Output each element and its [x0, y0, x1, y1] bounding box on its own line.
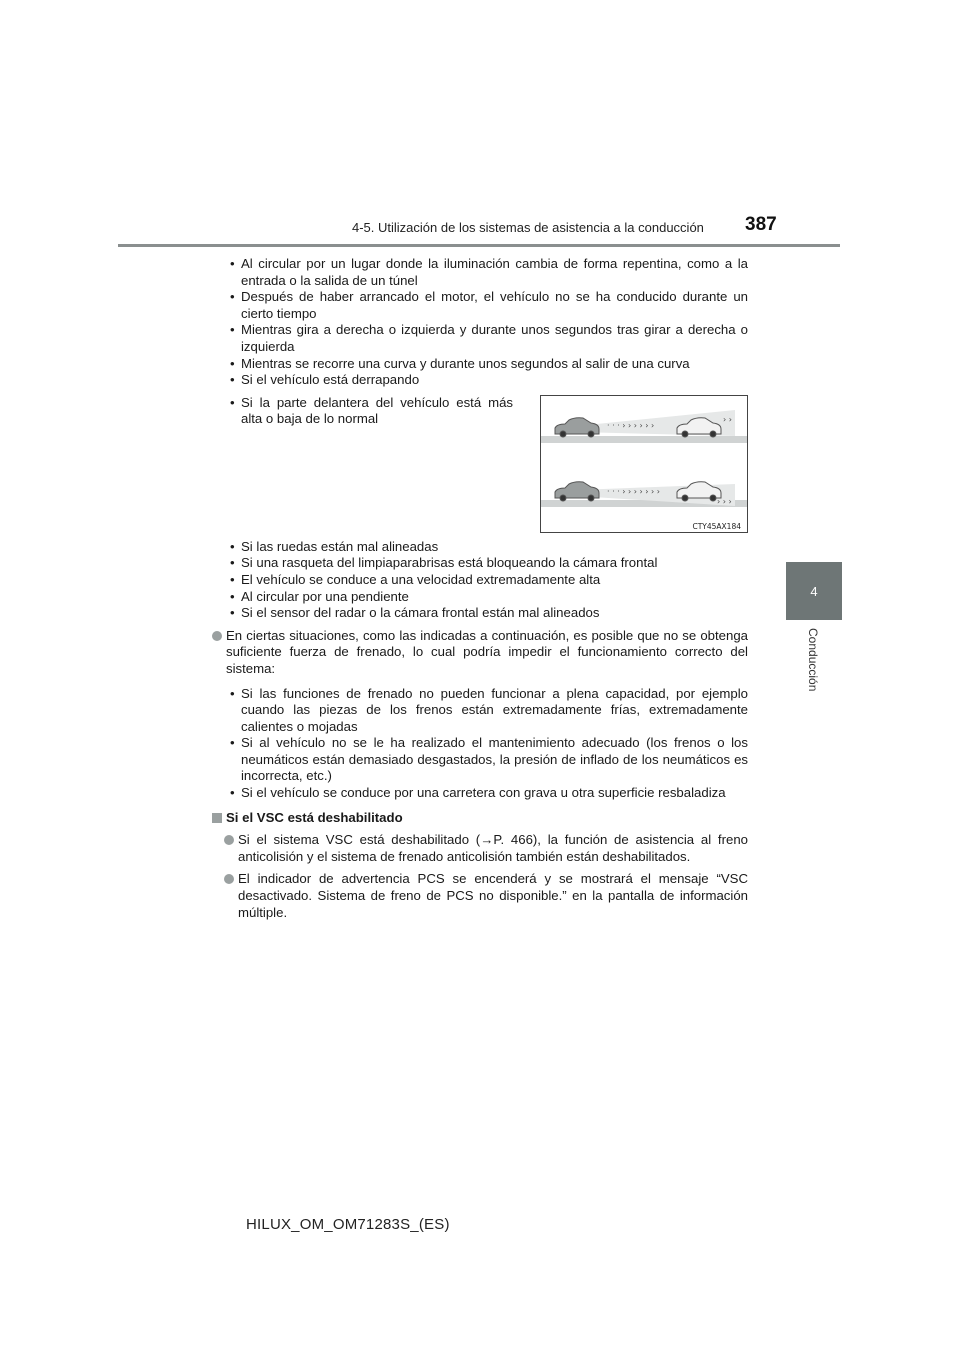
note-text: En ciertas situaciones, como las indicadas a continuación, es posible que no se obtenga suficiente fuerza de frenado, lo cual podría impedir el funcionamiento correcto del sistema:: [226, 627, 748, 676]
svg-text:· · · › › › › › ›: · · · › › › › › ›: [607, 420, 655, 430]
note-paragraph: [212, 628, 748, 678]
car-rear-bottom: [555, 482, 599, 501]
list-item: • Si las funciones de frenado no pueden funcionar a plena capacidad, por ejemplo cuando las piezas de los frenos están extremadamente frías, extremadamente calientes o mojadas: [224, 686, 748, 736]
circle-bullet-icon: [224, 835, 234, 845]
chapter-label-container: [790, 628, 840, 718]
list-item: • El vehículo se conduce a una velocidad extremadamente alta: [224, 572, 748, 589]
circle-bullet-icon: [212, 631, 222, 641]
car-rear-top: [555, 418, 599, 437]
vehicle-radar-diagram: [541, 396, 747, 532]
circle-bullet-icon: [224, 874, 234, 884]
list-item: • Si una rasqueta del limpiaparabrisas está bloqueando la cámara frontal: [224, 555, 748, 572]
section-title: 4-5. Utilización de los sistemas de asistencia a la conducción: [352, 220, 704, 235]
figure-row: [224, 395, 748, 533]
list-item: • Mientras gira a derecha o izquierda y durante unos segundos tras girar a derecha o izquierda: [224, 322, 748, 355]
car-front-bottom: [677, 482, 721, 501]
list-item: • Si el sensor del radar o la cámara frontal están mal alineados: [224, 605, 748, 622]
chapter-number: 4: [810, 583, 818, 599]
heading-text: Si el VSC está deshabilitado: [226, 809, 403, 825]
note-text: El indicador de advertencia PCS se encenderá y se mostrará el mensaje “VSC desactivado. Sistema de freno de PCS no disponible.” en la pantalla de información múltiple.: [238, 871, 748, 920]
header-divider: [118, 244, 840, 247]
document-code: HILUX_OM_OM71283S_(ES): [246, 1216, 450, 1233]
note-paragraph: [224, 832, 748, 865]
svg-text:· · · › › › › › › ›: · · · › › › › › › ›: [607, 486, 660, 496]
list-item: • Si el vehículo se conduce por una carretera con grava u otra superficie resbaladiza: [224, 785, 748, 802]
road-top: [541, 436, 747, 443]
chapter-label: Conducción: [806, 628, 820, 692]
section-heading: [212, 810, 748, 827]
main-content: [224, 256, 748, 921]
note-paragraph: [224, 871, 748, 921]
chapter-tab: [786, 562, 842, 620]
list-item: • Después de haber arrancado el motor, el vehículo no se ha conducido durante un cierto tiempo: [224, 289, 748, 322]
list-item: • Si las ruedas están mal alineadas: [224, 539, 748, 556]
list-item: • Al circular por una pendiente: [224, 589, 748, 606]
svg-text:› › ›: › › ›: [717, 496, 732, 506]
list-item: • Si el vehículo está derrapando: [224, 372, 748, 389]
figure-code: CTY45AX184: [692, 521, 741, 531]
square-bullet-icon: [212, 813, 222, 823]
svg-text:› ›: › ›: [723, 414, 732, 424]
list-item: • Si al vehículo no se le ha realizado el mantenimiento adecuado (los frenos o los neumáticos están demasiado desgastados, la presión de inflado de los neumáticos es incorrecta, etc.): [224, 735, 748, 785]
list-item: • Mientras se recorre una curva y durante unos segundos al salir de una curva: [224, 356, 748, 373]
vehicle-pitch-illustration: [540, 395, 748, 533]
list-item: • Si la parte delantera del vehículo está más alta o baja de lo normal: [224, 395, 513, 533]
page-number: 387: [745, 214, 777, 235]
list-item: • Al circular por un lugar donde la iluminación cambia de forma repentina, como a la entrada o la salida de un túnel: [224, 256, 748, 289]
note-text: Si el sistema VSC está deshabilitado (→P. 466), la función de asistencia al freno anticolisión y el sistema de frenado anticolisión también están deshabilitados.: [238, 832, 748, 864]
